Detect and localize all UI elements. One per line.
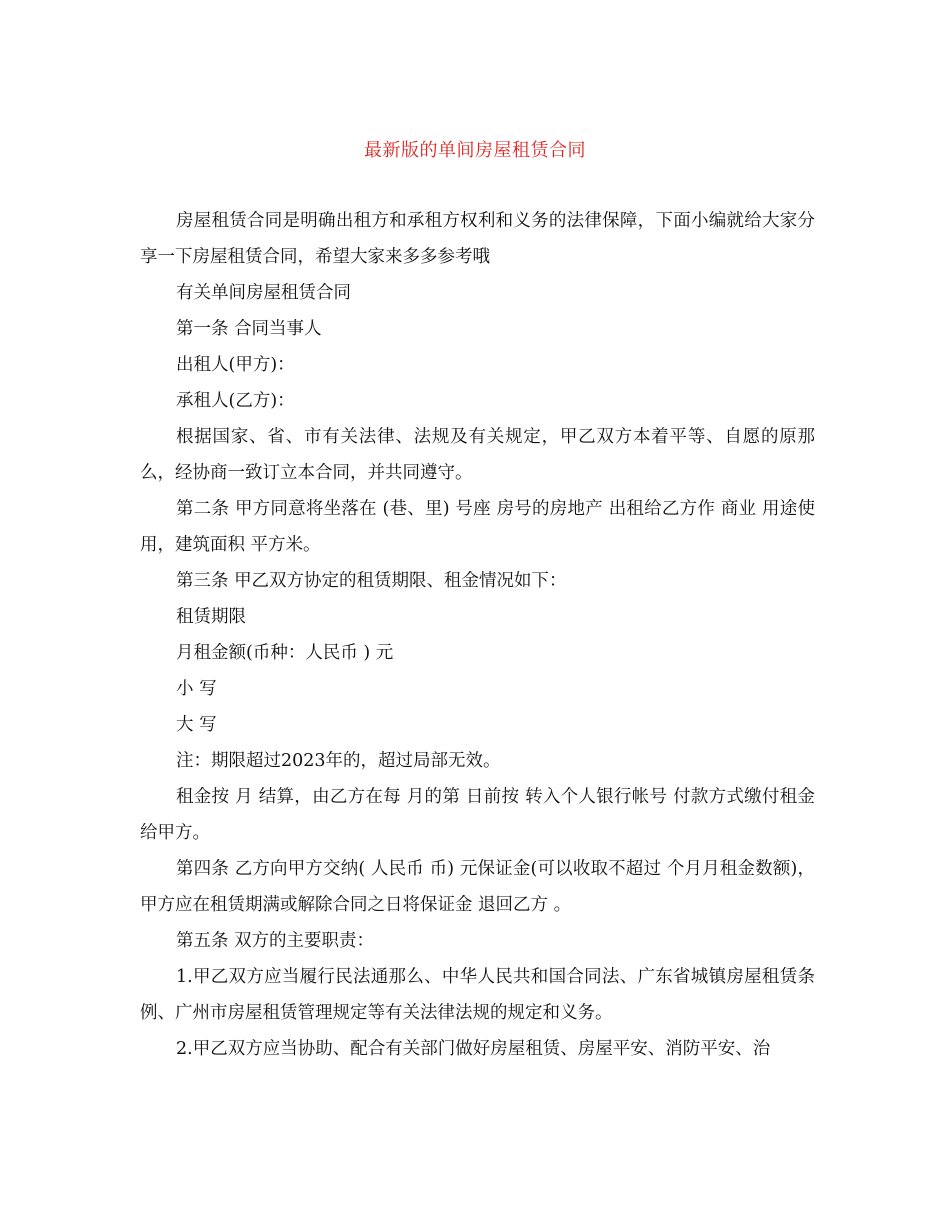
document-body [140,203,815,1067]
paragraph-article-4: 第四条 乙方向甲方交纳( 人民币 币) 元保证金(可以收取不超过 个月月租金数额)，甲方应在租赁期满或解除合同之日将保证金 退回乙方 。 [140,859,815,915]
paragraph-lowercase-amount: 小 写 [176,679,217,699]
paragraph-intro: 房屋租赁合同是明确出租方和承租方权利和义务的法律保障，下面小编就给大家分享一下房屋租赁合同，希望大家来多多参考哦 [140,211,815,267]
paragraph-note: 注：期限超过2023年的，超过局部无效。 [176,751,501,771]
paragraph-article-1: 第一条 合同当事人 [176,319,322,339]
paragraph-payment: 租金按 月 结算，由乙方在每 月的第 日前按 转入个人银行帐号 付款方式缴付租金给甲方。 [140,787,815,843]
paragraph-article-5: 第五条 双方的主要职责： [176,931,375,951]
document-title: 最新版的单间房屋租赁合同 [364,140,586,161]
paragraph-monthly-rent: 月租金额(币种：人民币 ) 元 [176,643,394,663]
paragraph-duty-1: 1.甲乙双方应当履行民法通那么、中华人民共和国合同法、广东省城镇房屋租赁条例、广州市房屋租赁管理规定等有关法律法规的规定和义务。 [140,967,815,1023]
paragraph-lessor: 出租人(甲方)： [176,355,295,375]
paragraph-duty-2: 2.甲乙双方应当协助、配合有关部门做好房屋租赁、房屋平安、消防平安、治 [176,1039,771,1059]
paragraph-uppercase-amount: 大 写 [176,715,217,735]
paragraph-heading: 有关单间房屋租赁合同 [176,283,351,303]
paragraph-basis: 根据国家、省、市有关法律、法规及有关规定，甲乙双方本着平等、自愿的原那么，经协商一致订立本合同，并共同遵守。 [140,427,815,483]
paragraph-article-2: 第二条 甲方同意将坐落在 (巷、里) 号座 房号的房地产 出租给乙方作 商业 用途使用，建筑面积 平方米。 [140,499,815,555]
paragraph-lease-term: 租赁期限 [176,607,246,627]
paragraph-article-3: 第三条 甲乙双方协定的租赁期限、租金情况如下： [176,571,567,591]
paragraph-lessee: 承租人(乙方)： [176,391,295,411]
